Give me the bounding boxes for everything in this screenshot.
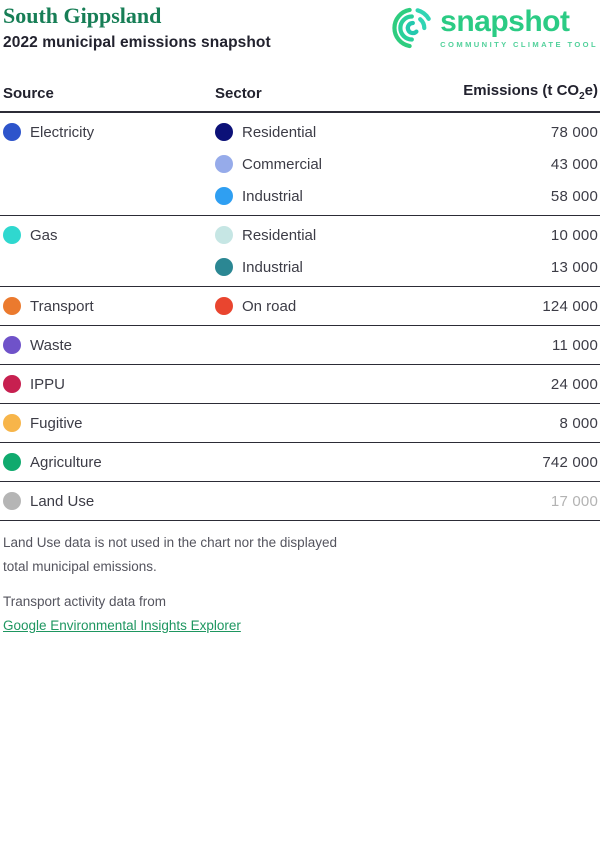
source-label: Transport <box>30 297 94 315</box>
table-row <box>0 407 600 439</box>
sector-color-dot <box>215 187 233 205</box>
emissions-table <box>0 82 600 521</box>
source-label: Agriculture <box>30 453 102 471</box>
source-label: Waste <box>30 336 72 354</box>
source-color-dot <box>3 336 21 354</box>
snapshot-logo <box>389 4 598 52</box>
page-header <box>0 0 600 60</box>
source-color-dot <box>3 226 21 244</box>
sector-color-dot <box>215 297 233 315</box>
source-color-dot <box>3 492 21 510</box>
google-eie-link[interactable]: Google Environmental Insights Explorer <box>3 618 241 633</box>
page-subtitle: 2022 municipal emissions snapshot <box>3 34 271 51</box>
municipality-title: South Gippsland <box>3 3 162 28</box>
emissions-value: 78 000 <box>550 123 598 141</box>
emissions-header-subscript: 2 <box>579 91 585 102</box>
emissions-value: 124 000 <box>542 297 598 315</box>
sector-color-dot <box>215 155 233 173</box>
logo-wordmark: snapshot <box>440 5 570 38</box>
emissions-value: 10 000 <box>550 226 598 244</box>
table-row <box>0 251 600 283</box>
table-row <box>0 446 600 478</box>
source-group-agriculture <box>0 443 600 482</box>
sector-label: Industrial <box>242 187 303 205</box>
emissions-value: 742 000 <box>542 453 598 471</box>
transport-note-text: Transport activity data from <box>3 594 167 609</box>
source-color-dot <box>3 453 21 471</box>
sector-label: On road <box>242 297 297 315</box>
sector-color-dot <box>215 123 233 141</box>
source-group-fugitive <box>0 404 600 443</box>
source-label: Electricity <box>30 123 95 141</box>
sector-label: Industrial <box>242 258 303 276</box>
emissions-value: 8 000 <box>559 414 598 432</box>
source-group-land-use <box>0 482 600 521</box>
column-header-sector: Sector <box>215 85 262 102</box>
source-label: Gas <box>30 226 58 244</box>
snapshot-arcs-icon <box>389 4 433 52</box>
sector-label: Residential <box>242 226 317 244</box>
sector-label: Commercial <box>242 155 323 173</box>
table-row <box>0 180 600 212</box>
emissions-value: 58 000 <box>550 187 598 205</box>
source-group-gas <box>0 216 600 287</box>
emissions-value: 13 000 <box>550 258 598 276</box>
footnotes <box>0 521 600 638</box>
emissions-value: 11 000 <box>552 336 598 354</box>
source-color-dot <box>3 375 21 393</box>
table-header-row <box>0 82 600 113</box>
table-row <box>0 290 600 322</box>
table-row <box>0 329 600 361</box>
table-row <box>0 116 600 148</box>
source-color-dot <box>3 123 21 141</box>
table-row <box>0 148 600 180</box>
emissions-value: 24 000 <box>550 375 598 393</box>
source-label: IPPU <box>30 375 66 393</box>
emissions-value: 43 000 <box>550 155 598 173</box>
land-use-note: Land Use data is not used in the chart nor the displayed total municipal emissions. <box>3 535 337 574</box>
transport-note <box>3 590 600 638</box>
table-row <box>0 219 600 251</box>
table-row <box>0 485 600 517</box>
column-header-source: Source <box>3 85 54 102</box>
emissions-header-suffix: e) <box>584 82 598 99</box>
column-header-emissions <box>408 82 598 102</box>
source-group-waste <box>0 326 600 365</box>
logo-tagline: COMMUNITY CLIMATE TOOL <box>440 40 598 49</box>
source-color-dot <box>3 414 21 432</box>
source-group-electricity <box>0 113 600 216</box>
logo-text-block <box>440 7 598 49</box>
source-group-transport <box>0 287 600 326</box>
sector-color-dot <box>215 258 233 276</box>
source-label: Fugitive <box>30 414 83 432</box>
emissions-value-muted: 17 000 <box>550 492 598 510</box>
source-color-dot <box>3 297 21 315</box>
emissions-header-prefix: Emissions (t CO <box>463 82 580 99</box>
source-label: Land Use <box>30 492 95 510</box>
source-group-ippu <box>0 365 600 404</box>
table-row <box>0 368 600 400</box>
sector-label: Residential <box>242 123 317 141</box>
sector-color-dot <box>215 226 233 244</box>
